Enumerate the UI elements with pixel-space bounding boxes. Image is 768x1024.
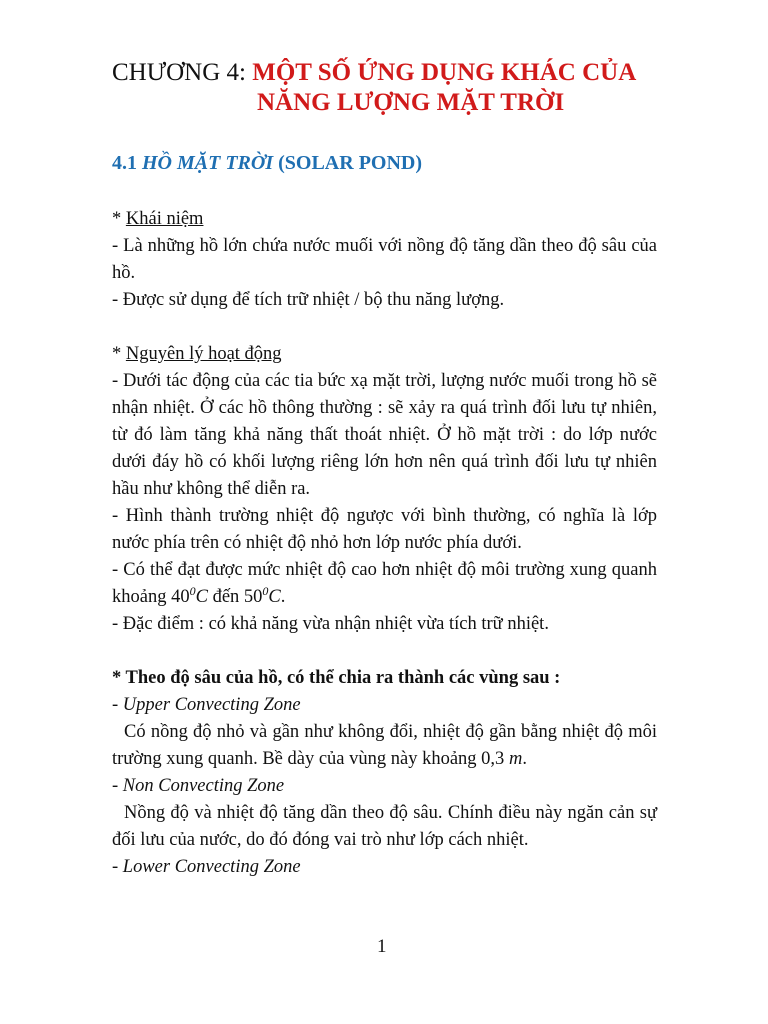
khai-niem-heading [112,206,657,233]
nguyen-ly-paragraph-4: - Đặc điểm : có khả năng vừa nhận nhiệt vừa tích trữ nhiệt. [112,614,549,634]
section-number: 4.1 [112,152,142,174]
degree-sup: 0 [189,583,196,598]
spacer [112,638,657,665]
temperature-mid: đến 50 [207,587,263,607]
nguyen-ly-heading [112,341,657,368]
period: . [280,587,286,607]
body-text [112,206,657,881]
khai-niem-line-1: - Là những hồ lớn chứa nước muối với nồng độ tăng dần theo độ sâu của hồ. [112,236,657,283]
section-heading [112,152,422,175]
section-name: HỒ MẶT TRỜI [142,152,274,174]
nguyen-ly-paragraph-2: - Hình thành trường nhiệt độ ngược với bình thường, có nghĩa là lớp nước phía trên có nhiệt độ nhỏ hơn lớp nước phía dưới. [112,506,657,553]
nguyen-ly-title: Nguyên lý hoạt động [125,344,282,364]
dash-marker: - [112,776,123,796]
page-number: 1 [377,936,387,957]
dash-marker: - [112,857,123,877]
degree-sup: 0 [262,583,269,598]
non-zone-text: Nồng độ và nhiệt độ tăng dần theo độ sâu. Chính điều này ngăn cản sự đối lưu của nước, do đó đóng vai trò như lớp cách nhiệt. [112,803,657,850]
upper-zone-label [112,692,657,719]
chapter-title-text-1: MỘT SỐ ỨNG DỤNG KHÁC CỦA [252,59,637,86]
upper-zone-name: Upper Convecting Zone [122,695,301,715]
celsius-unit: C [268,587,281,607]
khai-niem-line-2: - Được sử dụng để tích trữ nhiệt / bộ thu năng lượng. [112,290,505,310]
nguyen-ly-paragraph-3 [112,557,657,611]
lower-zone-name: Lower Convecting Zone [122,857,301,877]
temperature-text: - Có thể đạt được mức nhiệt độ cao hơn nhiệt độ môi trường xung quanh khoảng 40 [112,560,657,607]
chapter-title-line-1 [112,58,742,88]
lower-zone-label [112,854,657,881]
chapter-title-line-2: NĂNG LƯỢNG MẶT TRỜI [257,89,565,116]
celsius-unit: C [195,587,208,607]
bullet-marker: * [112,344,126,364]
period: . [522,749,527,769]
dash-marker: - [112,695,123,715]
meter-unit: m [508,749,523,769]
non-zone-name: Non Convecting Zone [122,776,285,796]
chapter-number: CHƯƠNG 4: [112,59,253,86]
chapter-title [112,58,742,118]
spacer [112,314,657,341]
upper-zone-description: Có nồng độ nhỏ và gần như không đổi, nhiệt độ gần bằng nhiệt độ môi trường xung quanh. Bề dày của vùng này khoảng 0,3 [112,722,657,769]
upper-zone-text [112,719,657,773]
zones-heading: * Theo độ sâu của hồ, có thể chia ra thành các vùng sau : [112,668,561,688]
nguyen-ly-paragraph-1: - Dưới tác động của các tia bức xạ mặt trời, lượng nước muối trong hồ sẽ nhận nhiệt. Ở các hồ thông thường : sẽ xảy ra quá trình đối lưu tự nhiên, từ đó làm tăng khả năng thất thoát nhiệt. Ở hồ mặt trời : do lớp nước dưới đáy hồ có khối lượng riêng lớn hơn nên quá trình đối lưu tự nhiên hầu như không thể diễn ra. [112,371,657,499]
khai-niem-title: Khái niệm [125,209,204,229]
non-zone-label [112,773,657,800]
bullet-marker: * [112,209,126,229]
section-subtitle: (SOLAR POND) [273,152,423,174]
